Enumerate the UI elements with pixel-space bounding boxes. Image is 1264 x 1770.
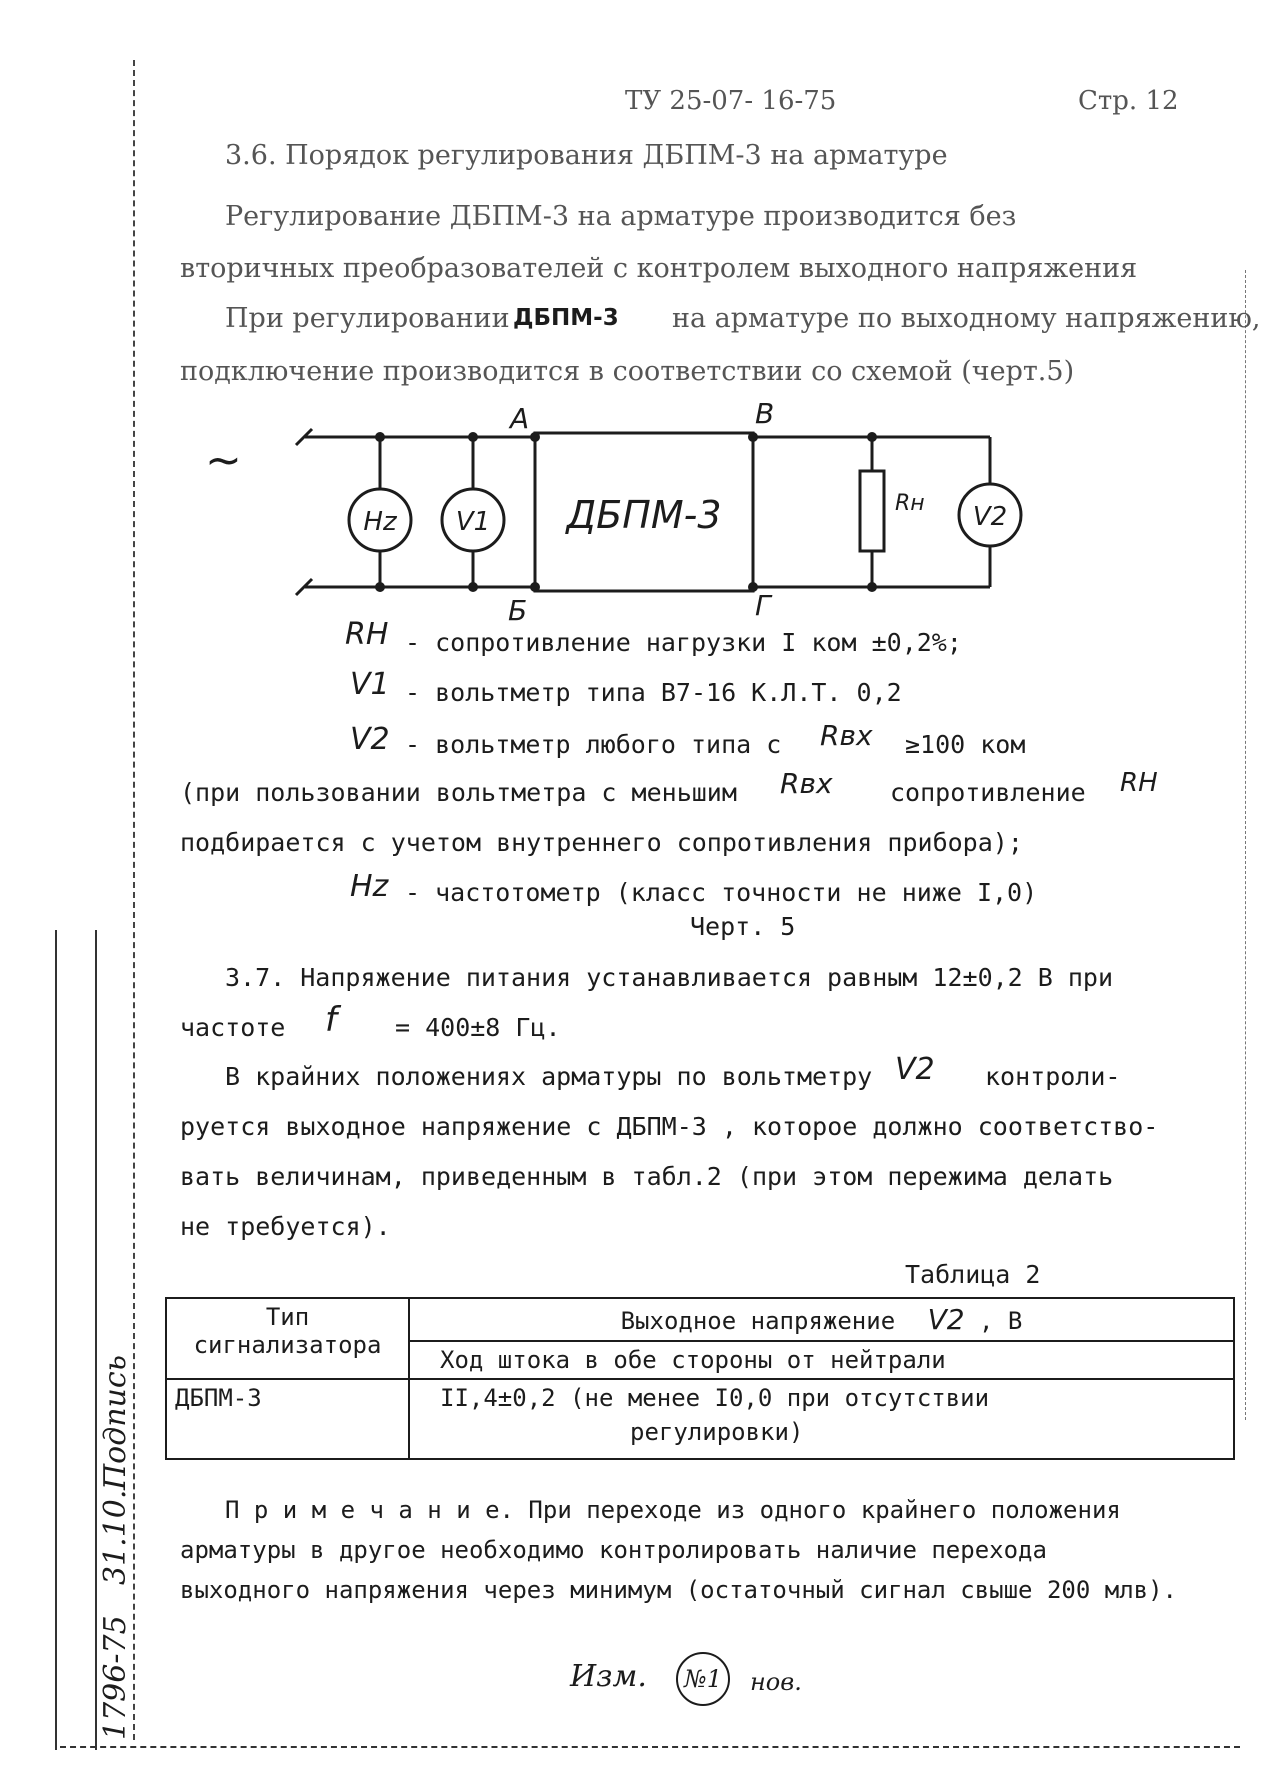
section-3-7-p2-line3: вать величинам, приведенным в табл.2 (при этом пережима делать (180, 1162, 1114, 1191)
v2-meter-label: V2 (972, 502, 1008, 532)
table2-col1-header-text: Тип сигнализатора (193, 1303, 382, 1359)
para1-line1: Регулирование ДБПМ-3 на арматуре производится без (225, 201, 1017, 232)
stamp-date: 31.10. (98, 1489, 133, 1585)
section-3-7-line2-a: частоте (180, 1013, 286, 1042)
para1-line2: вторичных преобразователей с контролем выходного напряжения (180, 253, 1138, 284)
stamp-inv-number: 1796-75 (98, 1615, 133, 1740)
section-3-7-p2-v2: V2 (895, 1052, 935, 1087)
legend-v2-text-b: ≥100 ком (905, 730, 1026, 759)
v1-meter-label: V1 (455, 507, 491, 537)
hz-meter-label: Hz (363, 507, 397, 537)
rn-label: Rн (895, 491, 925, 516)
legend-note1-rbx: Rвх (780, 767, 833, 800)
bottom-edge-line (60, 1746, 1240, 1748)
table2-row1-type: ДБПМ-3 (166, 1379, 409, 1459)
node-b-label: В (755, 397, 775, 430)
legend-hz-text: - частотометр (класс точности не ниже I,0) (405, 878, 1038, 907)
section-3-7-line2-b: = 400±8 Гц. (395, 1013, 561, 1042)
table2-row1-value-line2: регулировки) (630, 1418, 804, 1446)
para2-line1-device: ДБПМ-3 (513, 305, 619, 331)
footer-revision-circle (676, 1652, 730, 1706)
section-3-7-f-symbol: f (325, 1000, 337, 1040)
section-3-7-p2-line1-a: В крайних положениях арматуры по вольтметру (225, 1062, 873, 1091)
section-3-7-line1: 3.7. Напряжение питания устанавливается равным 12±0,2 В при (225, 963, 1114, 992)
circuit-diagram (190, 395, 1030, 625)
node-bb-label: Б (508, 594, 528, 625)
doc-number: ТУ 25-07- 16-75 (625, 86, 837, 116)
legend-note1-a: (при пользовании вольтметра с меньшим (180, 778, 737, 807)
section-3-7-p2-line1-b: контроли- (985, 1062, 1121, 1091)
ac-source-symbol: ~ (205, 435, 242, 486)
table2-col2-header-b: , В (979, 1307, 1023, 1335)
legend-v2-text-a: - вольтметр любого типа с (405, 730, 782, 759)
table2-col1-header (166, 1298, 409, 1379)
section-3-7-p2-line2: руется выходное напряжение с ДБПМ-3 , которое должно соответство- (180, 1112, 1159, 1141)
legend-v2-symbol: V2 (350, 722, 390, 757)
table2-col2-header (409, 1298, 1234, 1341)
table-2 (165, 1297, 1235, 1460)
device-label: ДБПМ-3 (566, 493, 722, 537)
right-margin-line (1245, 270, 1246, 1420)
section-3-7-p2-line4: не требуется). (180, 1212, 391, 1241)
node-g-label: Г (755, 589, 771, 622)
table2-col2-header-a: Выходное напряжение (620, 1307, 896, 1335)
para2-line1-a: При регулировании (225, 303, 510, 334)
note-line1: П р и м е ч а н и е. При переходе из одного крайнего положения (225, 1496, 1121, 1524)
legend-hz-symbol: Hz (350, 869, 389, 904)
para2-line1-c: на арматуре по выходному напряжению, (672, 303, 1261, 334)
legend-rn-text: - сопротивление нагрузки I ком ±0,2%; (405, 628, 962, 657)
table2-row1-value-line1: II,4±0,2 (не менее I0,0 при отсутствии (440, 1384, 990, 1412)
left-margin-line (133, 60, 135, 1740)
note-line3: выходного напряжения через минимум (остаточный сигнал свыше 200 млв). (180, 1576, 1177, 1604)
legend-note2: подбирается с учетом внутреннего сопротивления прибора); (180, 828, 1023, 857)
para2-line2: подключение производится в соответствии со схемой (черт.5) (180, 356, 1075, 387)
legend-note1-b: сопротивление (890, 778, 1086, 807)
footer-nov: нов. (750, 1668, 802, 1696)
table2-col2-subheader: Ход штока в обе стороны от нейтрали (409, 1341, 1234, 1379)
section-3-6-heading: 3.6. Порядок регулирования ДБПМ-3 на арматуре (225, 140, 948, 171)
legend-note1-rh: RH (1120, 768, 1158, 798)
table2-col2-header-v2: V2 (927, 1303, 965, 1336)
table2-caption: Таблица 2 (905, 1260, 1041, 1289)
table2-row1-value (409, 1379, 1234, 1459)
note-line2: арматуры в другое необходимо контролировать наличие перехода (180, 1536, 1047, 1564)
footer-revision-number: №1 (684, 1665, 722, 1693)
legend-rn-symbol: RH (345, 617, 389, 652)
stamp-column-line-2 (95, 930, 97, 1750)
page-label: Стр. 12 (1078, 86, 1179, 116)
stamp-column-line-1 (55, 930, 57, 1750)
node-a-label: А (510, 402, 530, 435)
legend-v1-text: - вольтметр типа В7-16 К.Л.Т. 0,2 (405, 678, 902, 707)
legend-v1-symbol: V1 (350, 667, 390, 702)
footer-izm: Изм. (570, 1659, 647, 1694)
stamp-signature-label: Подпись (98, 1354, 133, 1490)
figure-caption: Черт. 5 (690, 912, 796, 941)
legend-v2-rbx: Rвх (820, 719, 873, 752)
